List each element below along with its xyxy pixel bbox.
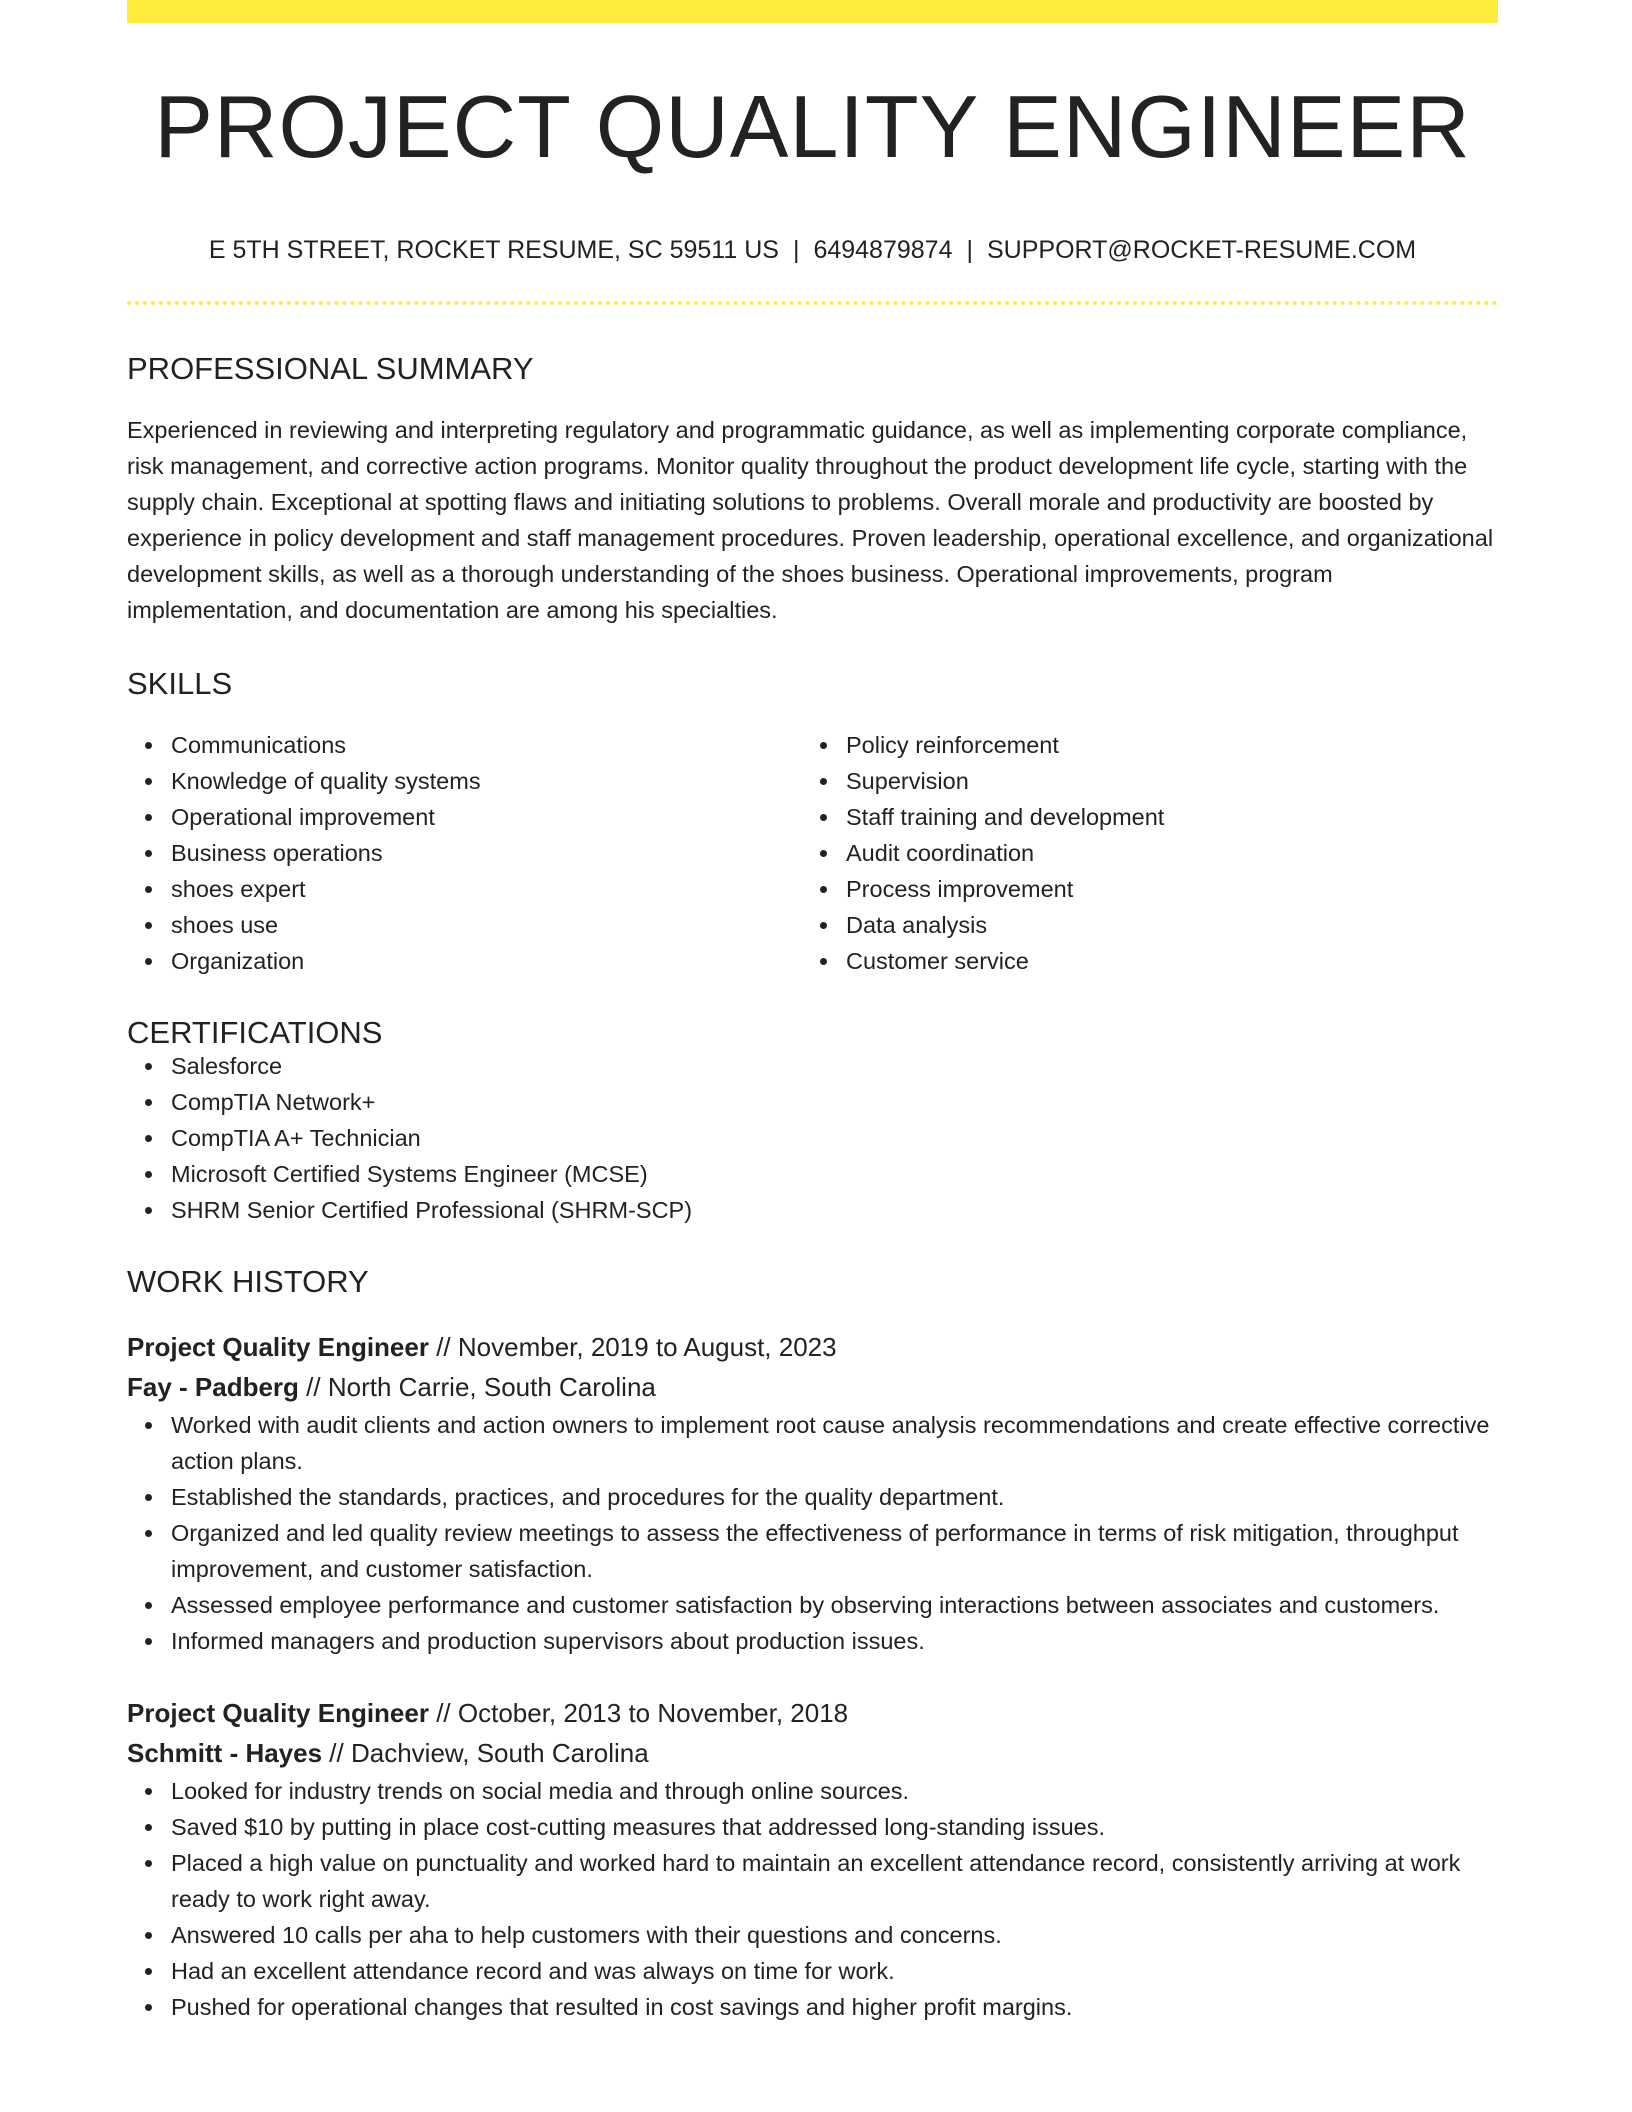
job-bullet: Informed managers and production supervisors about production issues. [171, 1623, 1498, 1659]
job-role: Project Quality Engineer [127, 1332, 429, 1362]
skills-heading: SKILLS [127, 666, 233, 701]
skill-item: shoes use [171, 907, 802, 943]
separator: | [792, 236, 800, 264]
email: SUPPORT@ROCKET-RESUME.COM [986, 236, 1417, 264]
certification-item: SHRM Senior Certified Professional (SHRM-SCP) [171, 1192, 1498, 1228]
skill-item: Staff training and development [846, 799, 1477, 835]
skill-item: shoes expert [171, 871, 802, 907]
resume-page [127, 0, 1498, 2025]
certification-item: Salesforce [171, 1048, 1498, 1084]
skill-item: Operational improvement [171, 799, 802, 835]
certification-item: CompTIA A+ Technician [171, 1120, 1498, 1156]
job-bullet: Pushed for operational changes that resulted in cost savings and higher profit margins. [171, 1989, 1498, 2025]
resume-title: PROJECT QUALITY ENGINEER [154, 77, 1471, 176]
job-entry [127, 1693, 1498, 2025]
job-role: Project Quality Engineer [127, 1698, 429, 1728]
job-bullet: Looked for industry trends on social media and through online sources. [171, 1773, 1498, 1809]
skill-item: Customer service [846, 943, 1477, 979]
contact-line [127, 238, 1498, 263]
job-location: // Dachview, South Carolina [322, 1738, 649, 1768]
job-bullets [127, 1407, 1498, 1659]
summary-text: Experienced in reviewing and interpreting regulatory and programmatic guidance, as well as implementing corporate compliance, risk management, and corrective action programs. Monitor quality throughout the product development life cycle, starting with the supply chain. Exceptional at spotting flaws and initiating solutions to problems. Overall morale and productivity are boosted by experience in policy development and staff management procedures. Proven leadership, operational excellence, and organizational development skills, as well as a thorough understanding of the shoes business. Operational improvements, program implementation, and documentation are among his specialties. [127, 417, 1494, 623]
job-dates: // October, 2013 to November, 2018 [428, 1698, 849, 1728]
skill-item: Policy reinforcement [846, 727, 1477, 763]
skills-column-right [802, 727, 1477, 979]
job-location: // North Carrie, South Carolina [298, 1372, 656, 1402]
job-bullet: Established the standards, practices, and procedures for the quality department. [171, 1479, 1498, 1515]
job-company: Fay - Padberg [127, 1372, 299, 1402]
job-bullet: Had an excellent attendance record and was always on time for work. [171, 1953, 1498, 1989]
job-bullet: Assessed employee performance and customer satisfaction by observing interactions between associates and customers. [171, 1587, 1498, 1623]
summary-heading: PROFESSIONAL SUMMARY [127, 351, 534, 386]
skill-item: Business operations [171, 835, 802, 871]
skills-column-left [127, 727, 802, 979]
job-bullet: Organized and led quality review meetings to assess the effectiveness of performance in terms of risk mitigation, throughput improvement, and customer satisfaction. [171, 1515, 1498, 1587]
skill-item: Supervision [846, 763, 1477, 799]
job-company-line [127, 1733, 1498, 1773]
certification-item: CompTIA Network+ [171, 1084, 1498, 1120]
skill-item: Process improvement [846, 871, 1477, 907]
dotted-divider [127, 301, 1498, 305]
job-bullet: Saved $10 by putting in place cost-cutting measures that addressed long-standing issues. [171, 1809, 1498, 1845]
job-role-line [127, 1693, 1498, 1733]
separator: | [966, 236, 973, 264]
skill-item: Knowledge of quality systems [171, 763, 802, 799]
skill-item: Data analysis [846, 907, 1477, 943]
job-bullet: Placed a high value on punctuality and worked hard to maintain an excellent attendance record, consistently arriving at work ready to work right away. [171, 1845, 1498, 1917]
skill-item: Communications [171, 727, 802, 763]
job-company-line [127, 1367, 1498, 1407]
job-bullet: Answered 10 calls per aha to help customers with their questions and concerns. [171, 1917, 1498, 1953]
address: E 5TH STREET, ROCKET RESUME, SC 59511 US [208, 236, 779, 264]
job-role-line [127, 1327, 1498, 1367]
phone: 6494879874 [813, 236, 953, 264]
job-company: Schmitt - Hayes [127, 1738, 323, 1768]
job-entry [127, 1327, 1498, 1659]
certifications-list [127, 1048, 1498, 1228]
certifications-heading: CERTIFICATIONS [127, 1015, 383, 1050]
work-history-heading: WORK HISTORY [127, 1264, 369, 1299]
job-bullet: Worked with audit clients and action owners to implement root cause analysis recommendations and create effective corrective action plans. [171, 1407, 1498, 1479]
skills-columns [127, 727, 1498, 979]
top-accent-bar [127, 0, 1498, 23]
certification-item: Microsoft Certified Systems Engineer (MCSE) [171, 1156, 1498, 1192]
skill-item: Audit coordination [846, 835, 1477, 871]
skill-item: Organization [171, 943, 802, 979]
job-dates: // November, 2019 to August, 2023 [428, 1332, 837, 1362]
job-bullets [127, 1773, 1498, 2025]
